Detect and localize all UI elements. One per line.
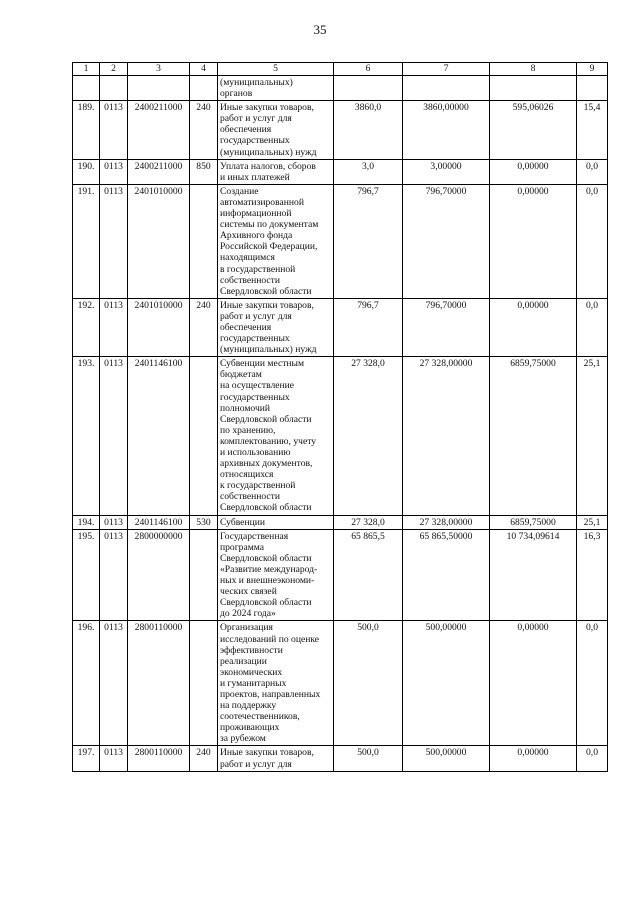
planned-amount: 3,00000: [403, 159, 490, 184]
approved-amount: 27 328,0: [334, 357, 403, 515]
executed-amount: 595,06026: [490, 101, 577, 159]
planned-amount: 3860,00000: [403, 101, 490, 159]
approved-amount: 3860,0: [334, 101, 403, 159]
header-row: [73, 63, 608, 76]
table-row: [73, 184, 608, 298]
section-code: 0113: [100, 184, 128, 298]
execution-percent: 0,0: [577, 746, 608, 771]
target-code: [128, 76, 190, 101]
table-row: [73, 621, 608, 746]
planned-amount: 27 328,00000: [403, 357, 490, 515]
execution-percent: 16,3: [577, 529, 608, 621]
target-code: 2800000000: [128, 529, 190, 621]
approved-amount: 27 328,0: [334, 515, 403, 529]
expense-type-code: 850: [190, 159, 218, 184]
item-name: (муниципальных) органов: [218, 76, 334, 101]
table-row: [73, 101, 608, 159]
section-code: [100, 76, 128, 101]
target-code: 2400211000: [128, 159, 190, 184]
approved-amount: 3,0: [334, 159, 403, 184]
expense-type-code: [190, 529, 218, 621]
planned-amount: 500,00000: [403, 746, 490, 771]
target-code: 2800110000: [128, 746, 190, 771]
row-number: [73, 76, 100, 101]
target-code: 2400211000: [128, 101, 190, 159]
target-code: 2800110000: [128, 621, 190, 746]
column-header: 6: [334, 63, 403, 76]
row-number: 195.: [73, 529, 100, 621]
row-number: 190.: [73, 159, 100, 184]
section-code: 0113: [100, 298, 128, 356]
column-header: 9: [577, 63, 608, 76]
column-header: 3: [128, 63, 190, 76]
executed-amount: 6859,75000: [490, 357, 577, 515]
planned-amount: 796,70000: [403, 184, 490, 298]
executed-amount: 0,00000: [490, 184, 577, 298]
target-code: 2401010000: [128, 184, 190, 298]
execution-percent: 15,4: [577, 101, 608, 159]
item-name: Государственная программа Свердловской области «Развитие международ- ных и внешнеэкономи- ческих связей Свердловской области до 2024 года»: [218, 529, 334, 621]
approved-amount: 796,7: [334, 184, 403, 298]
row-number: 194.: [73, 515, 100, 529]
section-code: 0113: [100, 529, 128, 621]
column-header: 7: [403, 63, 490, 76]
table-row: [73, 515, 608, 529]
item-name: Иные закупки товаров, работ и услуг для: [218, 746, 334, 771]
execution-percent: 0,0: [577, 621, 608, 746]
item-name: Организация исследований по оценке эффективности реализации экономических и гуманитарных проектов, направленных на поддержку соотечественников, проживающих за рубежом: [218, 621, 334, 746]
page-number: 35: [313, 22, 327, 37]
column-header: 1: [73, 63, 100, 76]
expense-type-code: 240: [190, 298, 218, 356]
executed-amount: 6859,75000: [490, 515, 577, 529]
row-number: 197.: [73, 746, 100, 771]
item-name: Иные закупки товаров, работ и услуг для обеспечения государственных (муниципальных) нужд: [218, 101, 334, 159]
executed-amount: 0,00000: [490, 159, 577, 184]
section-code: 0113: [100, 515, 128, 529]
table-row: [73, 298, 608, 356]
item-name: Субвенции: [218, 515, 334, 529]
execution-percent: 0,0: [577, 159, 608, 184]
expense-type-code: [190, 357, 218, 515]
planned-amount: 65 865,50000: [403, 529, 490, 621]
table-row: [73, 159, 608, 184]
executed-amount: 0,00000: [490, 746, 577, 771]
row-number: 193.: [73, 357, 100, 515]
section-code: 0113: [100, 357, 128, 515]
planned-amount: 27 328,00000: [403, 515, 490, 529]
approved-amount: 500,0: [334, 746, 403, 771]
expense-type-code: 240: [190, 746, 218, 771]
execution-percent: 25,1: [577, 357, 608, 515]
executed-amount: 0,00000: [490, 621, 577, 746]
column-header: 4: [190, 63, 218, 76]
row-number: 189.: [73, 101, 100, 159]
planned-amount: 500,00000: [403, 621, 490, 746]
execution-percent: 0,0: [577, 184, 608, 298]
planned-amount: [403, 76, 490, 101]
column-header: 8: [490, 63, 577, 76]
section-code: 0113: [100, 159, 128, 184]
column-header: 5: [218, 63, 334, 76]
executed-amount: 0,00000: [490, 298, 577, 356]
execution-percent: [577, 76, 608, 101]
expense-type-code: [190, 76, 218, 101]
item-name: Уплата налогов, сборов и иных платежей: [218, 159, 334, 184]
section-code: 0113: [100, 101, 128, 159]
expense-type-code: [190, 621, 218, 746]
row-number: 191.: [73, 184, 100, 298]
target-code: 2401146100: [128, 515, 190, 529]
item-name: Субвенции местным бюджетам на осуществление государственных полномочий Свердловской области по хранению, комплектованию, учету и использованию архивных документов, относящихся к государственной собственности Свердловской области: [218, 357, 334, 515]
budget-table: [72, 62, 608, 772]
table-row: [73, 529, 608, 621]
approved-amount: 65 865,5: [334, 529, 403, 621]
planned-amount: 796,70000: [403, 298, 490, 356]
execution-percent: 0,0: [577, 298, 608, 356]
table-row: [73, 76, 608, 101]
table-row: [73, 746, 608, 771]
row-number: 192.: [73, 298, 100, 356]
column-header: 2: [100, 63, 128, 76]
item-name: Создание автоматизированной информационной системы по документам Архивного фонда Российской Федерации, находящимся в государственной собственности Свердловской области: [218, 184, 334, 298]
expense-type-code: 530: [190, 515, 218, 529]
row-number: 196.: [73, 621, 100, 746]
approved-amount: 796,7: [334, 298, 403, 356]
section-code: 0113: [100, 746, 128, 771]
section-code: 0113: [100, 621, 128, 746]
table-row: [73, 357, 608, 515]
executed-amount: [490, 76, 577, 101]
expense-type-code: [190, 184, 218, 298]
approved-amount: 500,0: [334, 621, 403, 746]
expense-type-code: 240: [190, 101, 218, 159]
target-code: 2401010000: [128, 298, 190, 356]
approved-amount: [334, 76, 403, 101]
item-name: Иные закупки товаров, работ и услуг для обеспечения государственных (муниципальных) нужд: [218, 298, 334, 356]
executed-amount: 10 734,09614: [490, 529, 577, 621]
target-code: 2401146100: [128, 357, 190, 515]
execution-percent: 25,1: [577, 515, 608, 529]
